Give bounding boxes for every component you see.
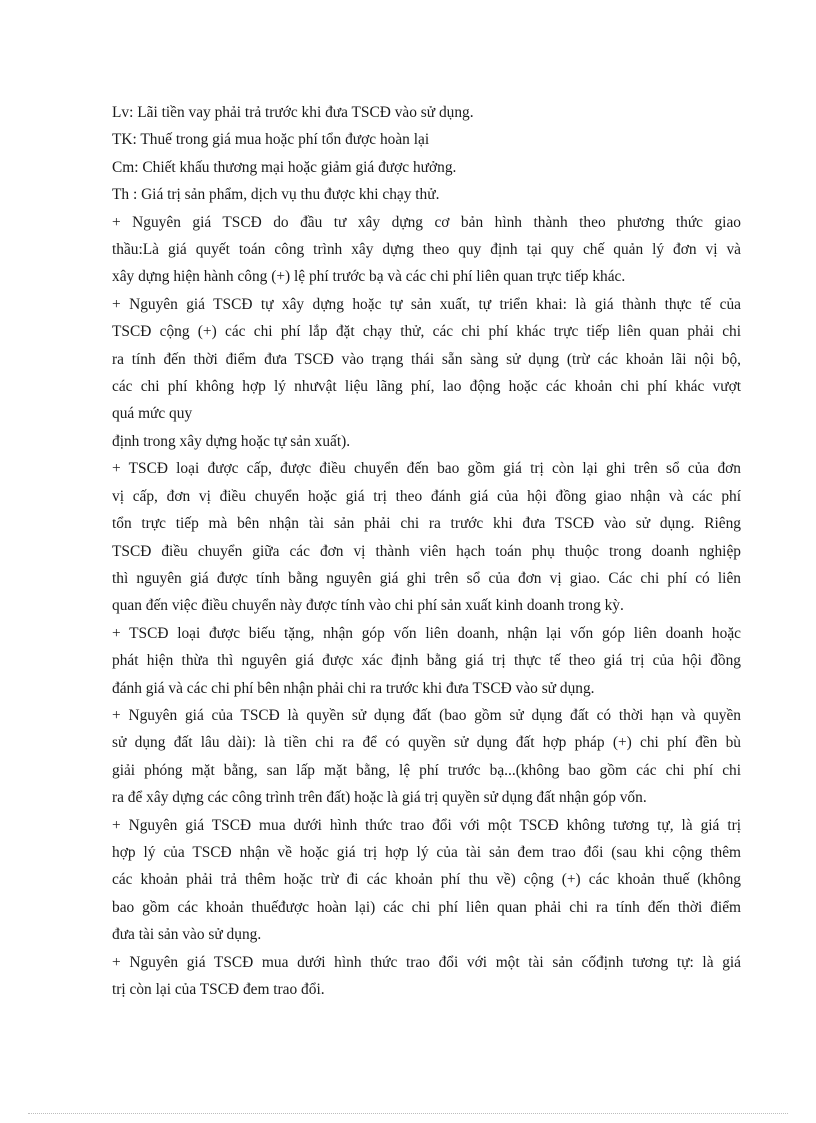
text-line: + Nguyên giá TSCĐ do đầu tư xây dựng cơ bản hình thành theo phương thức giao [112,213,741,231]
text-line: ra tính đến thời điểm đưa TSCĐ vào trạng thái sẵn sàng sử dụng (trừ các khoản lãi nội bộ, [112,350,741,368]
text-line: + TSCĐ loại được cấp, được điều chuyển đến bao gồm giá trị còn lại ghi trên sổ của đơn [112,460,741,478]
text-line: xây dựng hiện hành công (+) lệ phí trước bạ và các chi phí liên quan trực tiếp khác. [112,268,626,286]
text-line: ra để xây dựng các công trình trên đất) hoặc là giá trị quyền sử dụng đất nhận góp vốn. [112,789,647,807]
text-line: Th : Giá trị sản phẩm, dịch vụ thu được khi chạy thử. [112,186,440,204]
text-line: + Nguyên giá TSCĐ mua dưới hình thức trao đổi với một tài sản cốđịnh tương tự: là giá [112,953,741,971]
text-line: giải phóng mặt bằng, san lấp mặt bằng, lệ phí trước bạ...(không bao gồm các chi phí chi [112,761,741,779]
text-line: + Nguyên giá của TSCĐ là quyền sử dụng đất (bao gồm sử dụng đất có thời hạn và quyền [112,706,741,724]
text-line: vị cấp, đơn vị điều chuyển hoặc giá trị theo đánh giá của hội đồng giao nhận và các phí [112,487,741,505]
text-line: đưa tài sản vào sử dụng. [112,926,262,944]
text-line: thầu:Là giá quyết toán công trình xây dựng theo quy định tại quy chế quản lý đơn vị và [112,241,741,259]
text-line: trị còn lại của TSCĐ đem trao đổi. [112,981,325,998]
text-line: sử dụng đất lâu dài): là tiền chi ra để có quyền sử dụng đất hợp pháp (+) chi phí đền bù [112,734,741,752]
document-body [112,99,741,1003]
page-bottom-dotted-divider [28,1113,788,1114]
text-line: tổn trực tiếp mà bên nhận tài sản phải chi ra trước khi đưa TSCĐ vào sử dụng. Riêng [112,515,741,533]
text-line: + Nguyên giá TSCĐ tự xây dựng hoặc tự sản xuất, tự triển khai: là giá thành thực tế của [112,295,741,313]
text-line: TSCĐ cộng (+) các chi phí lắp đặt chạy thử, các chi phí khác trực tiếp liên quan phải chi [112,323,741,341]
text-line: TK: Thuế trong giá mua hoặc phí tổn được hoàn lại [112,131,430,149]
text-line: đánh giá và các chi phí bên nhận phải chi ra trước khi đưa TSCĐ vào sử dụng. [112,679,595,697]
text-line: các khoản phải trả thêm hoặc trừ đi các khoản phí thu về) cộng (+) các khoản thuế (không [112,871,741,889]
text-line: Lv: Lãi tiền vay phải trả trước khi đưa TSCĐ vào sử dụng. [112,104,474,121]
text-line: bao gồm các khoản thuếđược hoàn lại) các chi phí liên quan phải chi ra tính đến thời điểm [112,898,741,916]
text-line: phát hiện thừa thì nguyên giá được xác định bằng giá trị thực tế theo giá trị của hội đồng [112,652,741,670]
text-line: + TSCĐ loại được biếu tặng, nhận góp vốn liên doanh, nhận lại vốn góp liên doanh hoặc [112,624,741,642]
text-line: hợp lý của TSCĐ nhận về hoặc giá trị hợp lý của tài sản đem trao đổi (sau khi cộng thêm [112,843,741,861]
text-line: TSCĐ điều chuyển giữa các đơn vị thành viên hạch toán phụ thuộc trong doanh nghiệp [112,542,741,560]
text-line: định trong xây dựng hoặc tự sản xuất). [112,432,351,450]
text-line: thì nguyên giá được tính bằng nguyên giá ghi trên sổ của đơn vị giao. Các chi phí có liên [112,569,741,587]
text-line: các chi phí không hợp lý nhưvật liệu lãng phí, lao động hoặc các khoản chi phí khác vượt [112,378,741,396]
text-line: quá mức quy [112,405,193,423]
text-line: Cm: Chiết khấu thương mại hoặc giảm giá được hưởng. [112,158,457,176]
text-line: quan đến việc điều chuyển này được tính vào chi phí sản xuất kinh doanh trong kỳ. [112,597,624,615]
text-line: + Nguyên giá TSCĐ mua dưới hình thức trao đổi với một TSCĐ không tương tự, là giá trị [112,816,741,834]
